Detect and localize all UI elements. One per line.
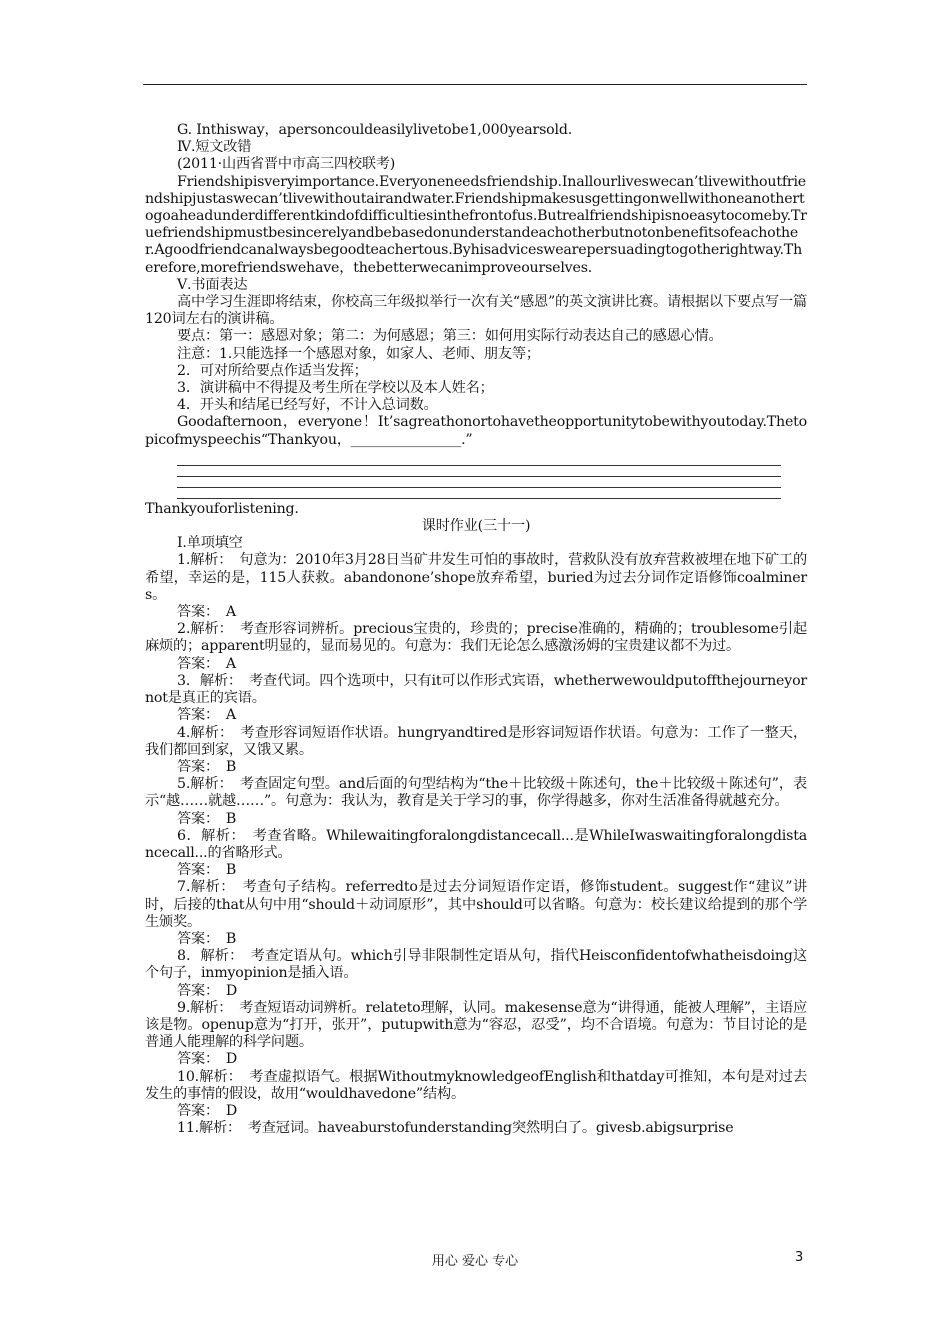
footer-motto: 用心 爱心 专心 (431, 1254, 519, 1269)
section5-intro: 高中学习生涯即将结束，你校高三年级拟举行一次有关“感恩”的英文演讲比赛。请根据以下要点写一篇120词左右的演讲稿。 (145, 294, 807, 328)
analysis-3: 3．解析： 考查代词。四个选项中，只有it可以作形式宾语，whetherwewouldputoffthejourneyornot是真正的宾语。 (145, 672, 807, 707)
section5-points: 要点：第一：感恩对象；第二：为何感恩；第三：如何用实际行动表达自己的感恩心情。 (177, 328, 723, 345)
writing-area (145, 449, 807, 501)
analysis-5: 5.解析： 考查固定句型。and后面的句型结构为“the＋比较级＋陈述句，the＋比较级＋陈述句”，表示“越……就越……”。句意为：我认为，教育是关于学习的事，你学得越多，你对生活准备得就越充分。 (145, 776, 807, 810)
section5-note-2: 2．可对所给要点作适当发挥； (177, 362, 368, 379)
section5-note-4: 4．开头和结尾已经写好，不计入总词数。 (177, 397, 438, 414)
writing-line (177, 488, 781, 499)
analysis-2: 2.解析： 考查形容词辨析。precious宝贵的，珍贵的；precise准确的，精确的；troublesome引起麻烦的；apparent明显的，显而易见的。句意为：我们无论怎么感激汤姆的宝贵建议都不为过。 (145, 621, 807, 655)
analysis-8: 8．解析： 考查定语从句。which引导非限制性定语从句，指代Heisconfidentofwhatheisdoing这个句子，inmyopinion是插入语。 (145, 948, 807, 982)
answer-1: 答案： A (177, 604, 236, 621)
writing-line (177, 466, 781, 477)
option-g: G. Inthisway，apersoncouldeasilylivetobe1,000yearsold. (177, 122, 573, 138)
answer-3: 答案： A (177, 707, 236, 724)
section4-source: (2011·山西省晋中市高三四校联考) (177, 156, 396, 173)
part1-heading: Ⅰ.单项填空 (177, 535, 243, 552)
page-content (145, 122, 807, 1137)
speech-opening: Goodafternoon，everyone！It’sagreathonortohavetheopportunitytobewithyoutoday.Thetopicofmyspeechis“Thankyou，________________.” (145, 414, 807, 448)
answer-6: 答案： B (177, 862, 237, 879)
analysis-1: 1.解析： 句意为：2010年3月28日当矿井发生可怕的事故时，营救队没有放弃营救被埋在地下矿工的希望，幸运的是，115人获救。abandonone’shope放弃希望，buried为过去分词作定语修饰coalminers。 (145, 552, 807, 603)
answer-8: 答案： D (177, 982, 238, 999)
analysis-6: 6．解析： 考查省略。Whilewaitingforalongdistancecall...是WhileIwaswaitingforalongdistancecall...的省略形式。 (145, 827, 807, 861)
writing-line (177, 477, 781, 488)
page-number: 3 (795, 1250, 804, 1265)
section5-heading: Ⅴ.书面表达 (177, 276, 248, 293)
section5-note-1: 注意：1.只能选择一个感恩对象，如家人、老师、朋友等； (177, 345, 540, 362)
answer-5: 答案： B (177, 810, 237, 827)
section4-text: Friendshipisveryimportance.Everyoneneedsfriendship.Inallourliveswecan’tlivewithoutfriendshipjustaswecan’tlivewithoutairandwater.Friendshipmakesusgettingonwellwithoneanothertogoaheadunderdifferentkindofdifficultiesinthefrontofus.Butrealfriendshipisnoeasytocomeby.Truefriendshipmustbesincerelyandbebasedonunderstandeachotherbutnotonbenefitsofeachother.Agoodfriendcanalwaysbegoodteachertous.Byhisadviceswearepersuadingtogotherightway.Therefore,morefriendswehave，thebetterwecanimproveourselves. (145, 173, 807, 276)
answer-10: 答案： D (177, 1102, 238, 1119)
analysis-10: 10.解析： 考查虚拟语气。根据WithoutmyknowledgeofEnglish和thatday可推知，本句是对过去发生的事情的假设，故用“wouldhavedone”结构。 (145, 1068, 807, 1102)
answer-2: 答案： A (177, 655, 236, 672)
answer-4: 答案： B (177, 758, 237, 775)
speech-closing: Thankyouforlistening. (145, 500, 299, 517)
writing-line (177, 455, 781, 466)
analysis-11: 11.解析： 考查冠词。haveaburstofunderstanding突然明白了。givesb.abigsurprise (177, 1120, 734, 1137)
section4-heading: Ⅳ.短文改错 (177, 139, 252, 156)
analysis-4: 4.解析： 考查形容词短语作状语。hungryandtired是形容词短语作状语。句意为：工作了一整天，我们都回到家，又饿又累。 (145, 724, 807, 758)
answer-9: 答案： D (177, 1051, 238, 1068)
header-rule (143, 84, 807, 85)
analysis-7: 7.解析： 考查句子结构。referredto是过去分词短语作定语，修饰student。suggest作“建议”讲时，后接的that从句中用“should＋动词原形”，其中should可以省略。句意为：校长建议给提到的那个学生颁奖。 (145, 879, 807, 930)
analysis-9: 9.解析： 考查短语动词辨析。relateto理解，认同。makesense意为“讲得通，能被人理解”，主语应该是物。openup意为“打开，张开”，putupwith意为“容忍，忍受”，均不合语境。句意为：节目讨论的是普通人能理解的科学问题。 (145, 999, 807, 1051)
answer-7: 答案： B (177, 930, 237, 947)
homework-title: 课时作业(三十一) (421, 518, 531, 535)
section5-note-3: 3．演讲稿中不得提及考生所在学校以及本人姓名； (177, 380, 494, 397)
